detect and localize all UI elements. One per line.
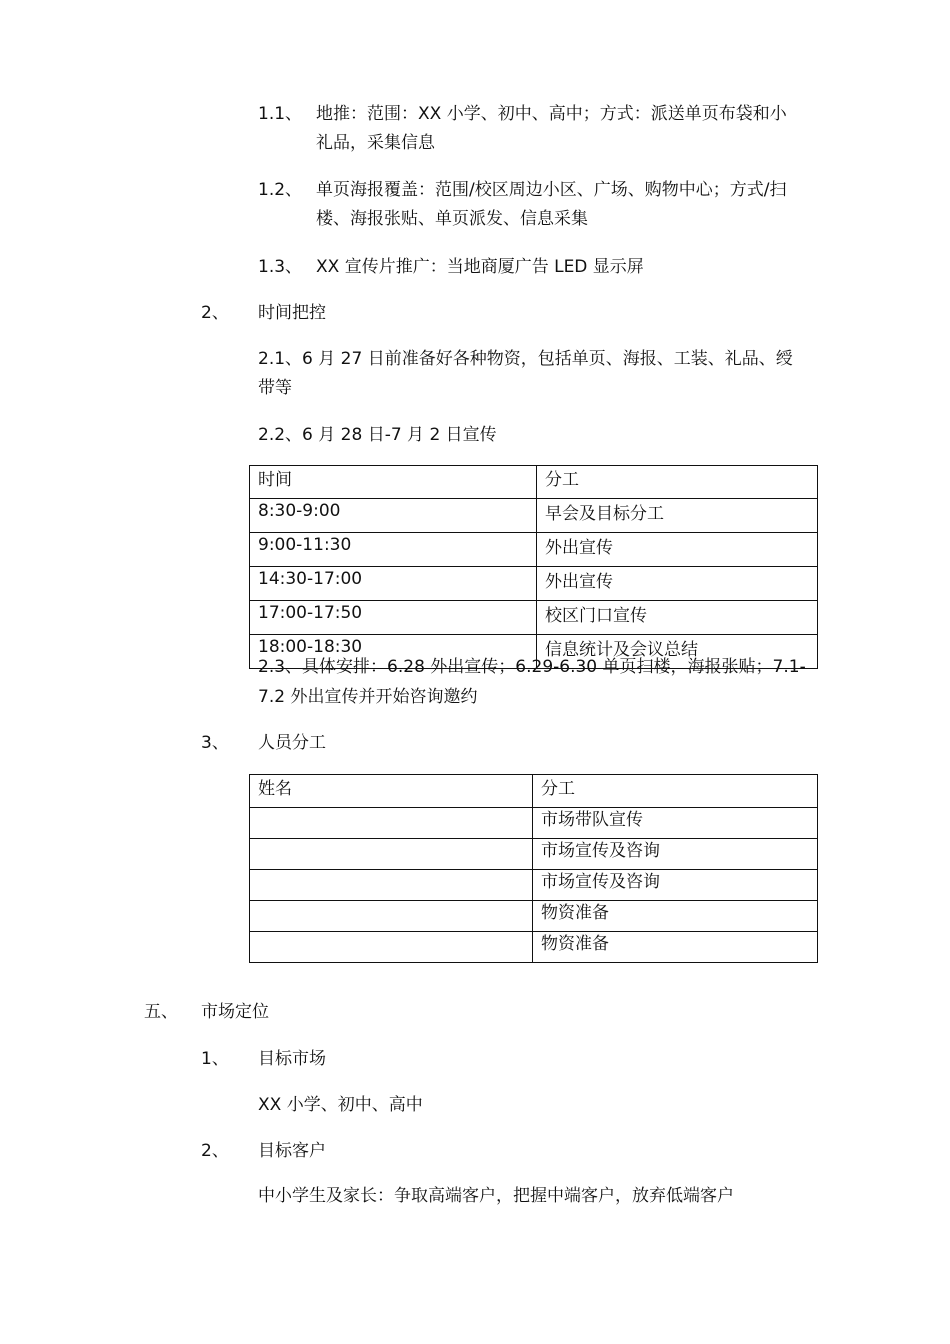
para-2-1-line1: 2.1、6 月 27 日前准备好各种物资，包括单页、海报、工装、礼品、绶 <box>258 349 793 369</box>
section-3-number: 3、 <box>201 733 229 753</box>
section-2-number: 2、 <box>201 303 229 323</box>
table-cell-task: 物资准备 <box>533 901 818 932</box>
table-cell-task: 校区门口宣传 <box>537 601 818 635</box>
table-cell-time: 8:30-9:00 <box>250 499 537 533</box>
table-header-row <box>250 466 818 499</box>
section-5-number: 五、 <box>144 1002 178 1022</box>
table-cell-task: 市场宣传及咨询 <box>533 870 818 901</box>
table-row <box>250 567 818 601</box>
table-cell-time: 17:00-17:50 <box>250 601 537 635</box>
table-row <box>250 499 818 533</box>
section-5-1-body: XX 小学、初中、高中 <box>258 1095 423 1115</box>
item-1-1-number: 1.1、 <box>258 104 303 124</box>
table-row <box>250 808 818 839</box>
item-1-1-line2: 礼品，采集信息 <box>316 133 435 153</box>
para-2-2: 2.2、6 月 28 日-7 月 2 日宣传 <box>258 425 497 445</box>
section-5-1-title: 目标市场 <box>258 1049 326 1069</box>
table-header-row <box>250 775 818 808</box>
table-cell-name <box>250 932 533 963</box>
item-1-2-line1: 单页海报覆盖：范围/校区周边小区、广场、购物中心；方式/扫 <box>316 180 787 200</box>
section-5-title: 市场定位 <box>201 1002 269 1022</box>
item-1-3-number: 1.3、 <box>258 257 303 277</box>
table-row <box>250 601 818 635</box>
item-1-2-number: 1.2、 <box>258 180 303 200</box>
para-2-3-line2: 7.2 外出宣传并开始咨询邀约 <box>258 687 478 707</box>
table-cell-task: 市场带队宣传 <box>533 808 818 839</box>
item-1-1-line1: 地推：范围：XX 小学、初中、高中；方式：派送单页布袋和小 <box>316 104 787 124</box>
table-header-cell: 分工 <box>537 466 818 499</box>
item-1-3-line1: XX 宣传片推广：当地商厦广告 LED 显示屏 <box>316 257 644 277</box>
table-row <box>250 533 818 567</box>
staff-table <box>249 774 818 963</box>
table-cell-name <box>250 839 533 870</box>
table-row <box>250 932 818 963</box>
section-5-2-body: 中小学生及家长：争取高端客户，把握中端客户，放弃低端客户 <box>258 1186 734 1206</box>
schedule-table <box>249 465 818 669</box>
item-1-2-line2: 楼、海报张贴、单页派发、信息采集 <box>316 209 588 229</box>
table-cell-task: 市场宣传及咨询 <box>533 839 818 870</box>
table-cell-time: 18:00-18:30 <box>250 635 537 669</box>
para-2-1-line2: 带等 <box>258 378 292 398</box>
table-cell-task: 外出宣传 <box>537 567 818 601</box>
table-row <box>250 901 818 932</box>
table-cell-name <box>250 870 533 901</box>
section-2-title: 时间把控 <box>258 303 326 323</box>
table-header-cell: 时间 <box>250 466 537 499</box>
table-cell-time: 14:30-17:00 <box>250 567 537 601</box>
table-cell-task: 外出宣传 <box>537 533 818 567</box>
section-5-2-title: 目标客户 <box>258 1141 326 1161</box>
table-header-cell: 姓名 <box>250 775 533 808</box>
table-row <box>250 839 818 870</box>
table-cell-name <box>250 808 533 839</box>
table-header-cell: 分工 <box>533 775 818 808</box>
table-cell-task: 早会及目标分工 <box>537 499 818 533</box>
table-cell-task: 信息统计及会议总结 <box>537 635 818 669</box>
para-2-3-line1: 2.3、具体安排：6.28 外出宣传；6.29-6.30 单页扫楼，海报张贴；7.1- <box>258 657 806 677</box>
section-3-title: 人员分工 <box>258 733 326 753</box>
section-5-2-number: 2、 <box>201 1141 229 1161</box>
table-cell-time: 9:00-11:30 <box>250 533 537 567</box>
table-cell-task: 物资准备 <box>533 932 818 963</box>
section-5-1-number: 1、 <box>201 1049 229 1069</box>
table-cell-name <box>250 901 533 932</box>
table-row <box>250 870 818 901</box>
